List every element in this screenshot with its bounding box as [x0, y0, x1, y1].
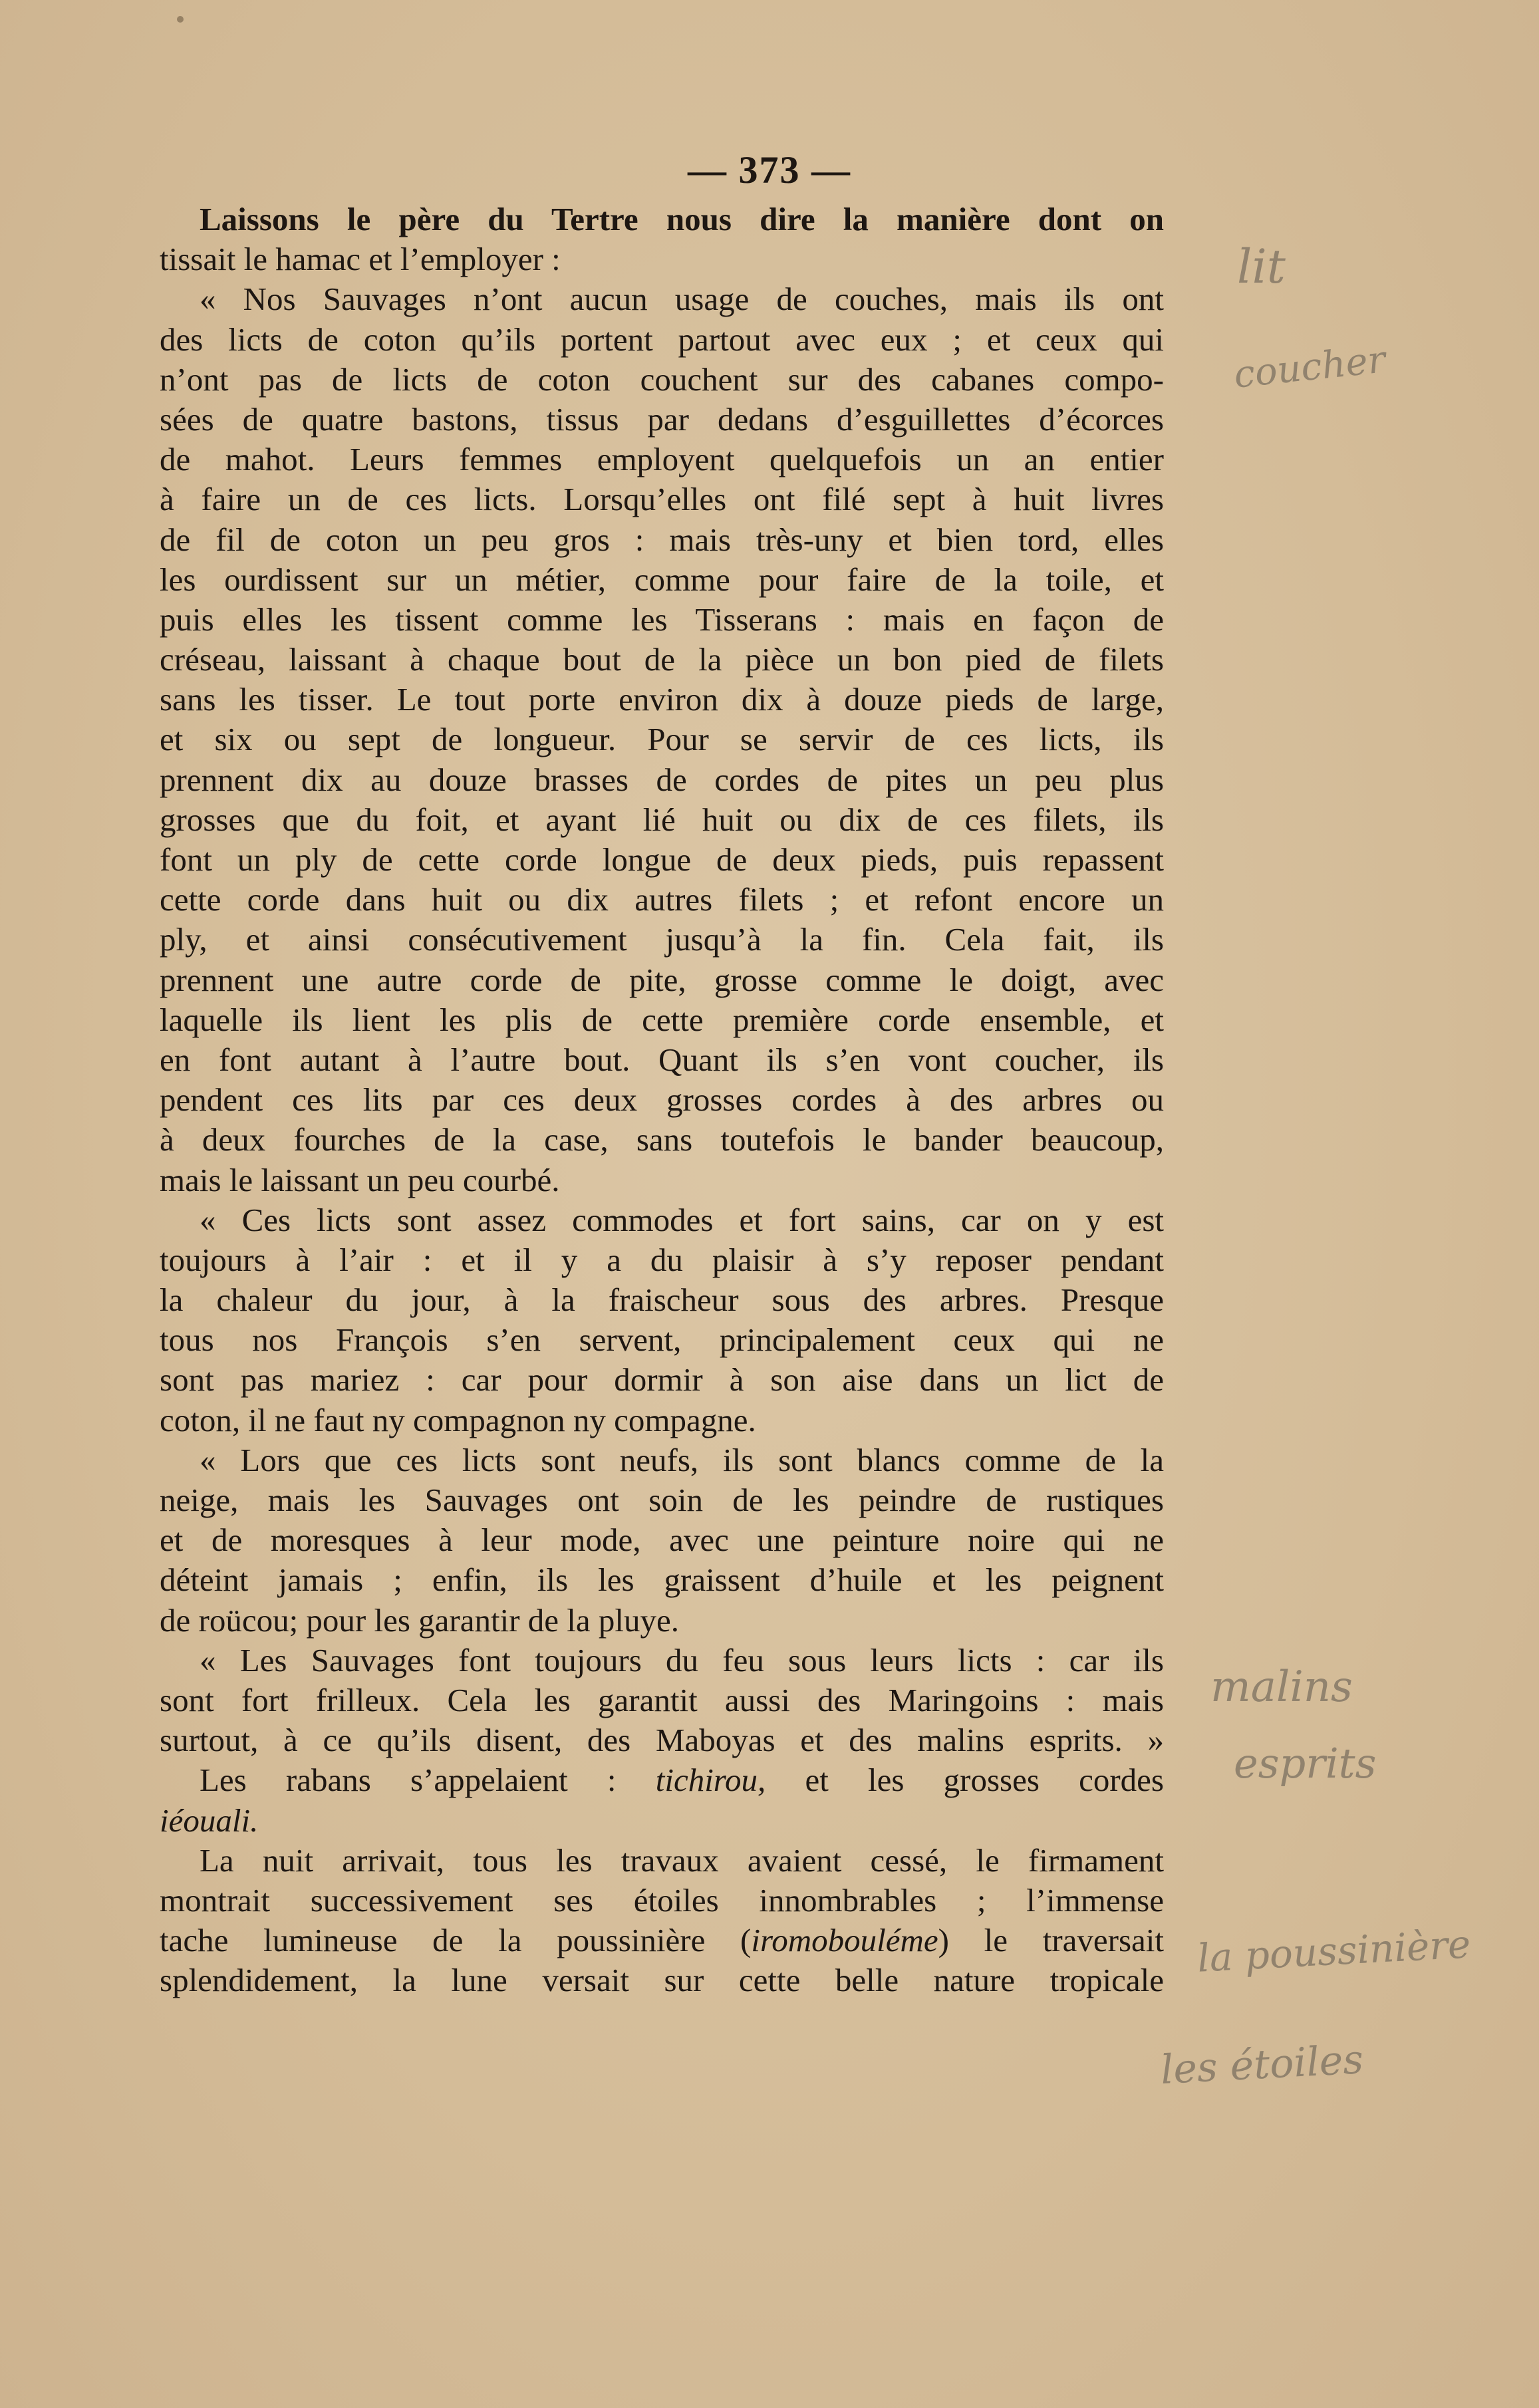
italic-term: iromobouléme: [751, 1922, 938, 1959]
text-line: [160, 1240, 1164, 1280]
text-line-segment: à deux fourches de la case, sans toutefois le bander beaucoup,: [160, 1121, 1164, 1158]
margin-note-malins: malins: [1210, 1663, 1353, 1712]
margin-note-poussiniere: la poussinière: [1196, 1921, 1472, 1981]
text-line: [160, 680, 1164, 720]
text-line-segment: laquelle ils lient les plis de cette première corde ensemble, et: [160, 1001, 1164, 1038]
text-line: [160, 1480, 1164, 1520]
text-line: [160, 720, 1164, 759]
text-line-segment: la chaleur du jour, à la fraischeur sous des arbres. Presque: [160, 1281, 1164, 1319]
text-line-segment: de fil de coton un peu gros : mais très-uny et bien tord, elles: [160, 521, 1164, 558]
text-line: [160, 1601, 1164, 1641]
text-line-segment: « Nos Sauvages n’ont aucun usage de couches, mais ils ont: [200, 281, 1164, 318]
text-line: [160, 1280, 1164, 1320]
text-line-segment: et six ou sept de longueur. Pour se servir de ces licts, ils: [160, 721, 1164, 758]
text-line-segment: en font autant à l’autre bout. Quant ils s’en vont coucher, ils: [160, 1041, 1164, 1078]
text-line-segment: tache lumineuse de la poussinière (: [160, 1922, 752, 1959]
text-line-segment: n’ont pas de licts de coton couchent sur des cabanes compo-: [160, 360, 1164, 398]
margin-note-esprits: esprits: [1234, 1739, 1377, 1788]
text-line: [160, 1720, 1164, 1760]
text-line-segment: grosses que du foit, et ayant lié huit ou dix de ces filets, ils: [160, 801, 1164, 838]
text-line-segment: déteint jamais ; enfin, ils les graissent d’huile et les peignent: [160, 1561, 1164, 1599]
text-line: [160, 1921, 1164, 1960]
text-line-segment: neige, mais les Sauvages ont soin de les peindre de rustiques: [160, 1482, 1164, 1518]
text-line-segment: tissait le hamac et l’employer :: [160, 241, 561, 278]
text-line-segment: sont pas mariez : car pour dormir à son aise dans un lict de: [160, 1361, 1164, 1399]
text-line: [160, 1360, 1164, 1400]
text-line: [160, 760, 1164, 800]
text-line-segment: sans les tisser. Le tout porte environ dix à douze pieds de large,: [160, 681, 1164, 718]
text-line: [160, 239, 1164, 279]
text-line-segment: créseau, laissant à chaque bout de la pièce un bon pied de filets: [160, 641, 1164, 678]
text-line-segment: sées de quatre bastons, tissus par dedans d’esguillettes d’écorces: [160, 400, 1164, 438]
text-line: [160, 400, 1164, 440]
text-line: [160, 1560, 1164, 1600]
text-line-segment: Laissons le père du Tertre nous dire la manière dont on: [200, 201, 1164, 237]
text-line: [160, 1841, 1164, 1881]
text-line-segment: et de moresques à leur mode, avec une peinture noire qui ne: [160, 1522, 1164, 1559]
text-line: [160, 1401, 1164, 1440]
text-line-segment: ply, et ainsi consécutivement jusqu’à la fin. Cela fait, ils: [160, 921, 1164, 958]
text-line: [160, 1801, 1164, 1841]
text-line-segment: à faire un de ces licts. Lorsqu’elles ont filé sept à huit livres: [160, 481, 1164, 518]
text-line-segment: Les rabans s’appelaient :: [200, 1762, 656, 1799]
text-line: [160, 1320, 1164, 1360]
text-line: [160, 880, 1164, 920]
text-line: [160, 360, 1164, 400]
text-line-segment: puis elles les tissent comme les Tisserans : mais en façon de: [160, 601, 1164, 638]
text-line: [160, 479, 1164, 519]
italic-term: tichirou,: [655, 1762, 766, 1799]
page-number: — 373 —: [688, 148, 851, 192]
text-line-segment: montrait successivement ses étoiles innombrables ; l’immense: [160, 1881, 1164, 1919]
text-line: [160, 1120, 1164, 1160]
text-line: [160, 200, 1164, 239]
text-line-segment: surtout, à ce qu’ils disent, des Maboyas et des malins esprits. »: [160, 1722, 1164, 1759]
text-line: [160, 920, 1164, 960]
margin-note-coucher: coucher: [1232, 338, 1388, 397]
text-line: [160, 600, 1164, 640]
text-line: [160, 440, 1164, 479]
text-line-segment: « Les Sauvages font toujours du feu sous leurs licts : car ils: [200, 1641, 1164, 1678]
text-line-segment: tous nos François s’en servent, principalement ceux qui ne: [160, 1321, 1164, 1359]
margin-note-etoiles: les étoiles: [1159, 2036, 1365, 2093]
text-line: [160, 1881, 1164, 1921]
text-line: [160, 1440, 1164, 1480]
text-line: [160, 1160, 1164, 1200]
text-line-segment: La nuit arrivait, tous les travaux avaient cessé, le firmament: [200, 1841, 1164, 1879]
text-line: [160, 1641, 1164, 1680]
text-line: [160, 1200, 1164, 1240]
body-text: [160, 200, 1164, 2000]
text-line: [160, 560, 1164, 600]
text-line: [160, 279, 1164, 319]
text-line: [160, 520, 1164, 560]
text-line-segment: sont fort frilleux. Cela les garantit aussi des Maringoins : mais: [160, 1681, 1164, 1718]
text-line-segment: prennent une autre corde de pite, grosse comme le doigt, avec: [160, 961, 1164, 998]
text-line-segment: « Lors que ces licts sont neufs, ils sont blancs comme de la: [200, 1441, 1164, 1478]
text-line: [160, 1040, 1164, 1080]
text-line-segment: « Ces licts sont assez commodes et fort sains, car on y est: [200, 1201, 1164, 1238]
paper-speck: [177, 16, 184, 23]
margin-note-lit: lit: [1237, 239, 1286, 294]
text-line-segment: et les grosses cordes: [766, 1762, 1165, 1799]
text-line: [160, 320, 1164, 360]
text-line-segment: cette corde dans huit ou dix autres filets ; et refont encore un: [160, 881, 1164, 918]
text-line: [160, 1080, 1164, 1120]
text-line: [160, 1960, 1164, 2000]
text-line-segment: des licts de coton qu’ils portent partout avec eux ; et ceux qui: [160, 321, 1164, 358]
text-line: [160, 1520, 1164, 1560]
text-line-segment: mais le laissant un peu courbé.: [160, 1161, 560, 1198]
text-line: [160, 1760, 1164, 1800]
text-line-segment: font un ply de cette corde longue de deux pieds, puis repassent: [160, 841, 1164, 878]
text-line-segment: coton, il ne faut ny compagnon ny compagne.: [160, 1401, 756, 1438]
text-line-segment: ) le traversait: [938, 1922, 1164, 1959]
text-line-segment: prennent dix au douze brasses de cordes de pites un peu plus: [160, 761, 1164, 798]
text-line-segment: pendent ces lits par ces deux grosses cordes à des arbres ou: [160, 1081, 1164, 1119]
text-line: [160, 800, 1164, 840]
text-line-segment: les ourdissent sur un métier, comme pour faire de la toile, et: [160, 561, 1164, 598]
text-line: [160, 640, 1164, 680]
italic-term: iéouali.: [160, 1802, 259, 1839]
text-line-segment: splendidement, la lune versait sur cette belle nature tropicale: [160, 1962, 1164, 1999]
text-line: [160, 1680, 1164, 1720]
text-line: [160, 1000, 1164, 1040]
text-line-segment: de roücou; pour les garantir de la pluye.: [160, 1601, 680, 1639]
text-line-segment: toujours à l’air : et il y a du plaisir à s’y reposer pendant: [160, 1241, 1164, 1278]
text-line: [160, 960, 1164, 1000]
text-line-segment: de mahot. Leurs femmes employent quelquefois un an entier: [160, 441, 1164, 478]
text-line: [160, 840, 1164, 880]
